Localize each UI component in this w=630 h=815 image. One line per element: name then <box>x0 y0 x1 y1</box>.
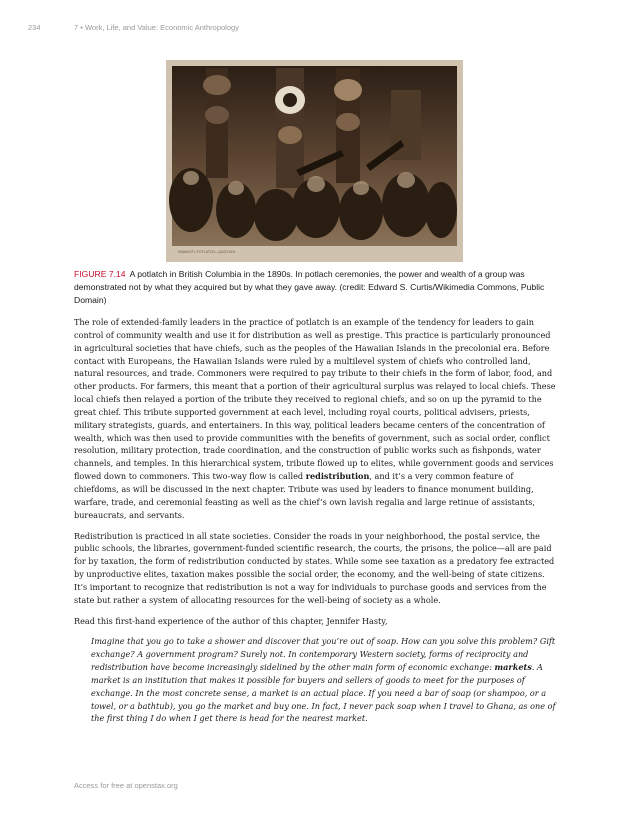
chapter-title: 7 • Work, Life, and Value: Economic Anthropology <box>74 23 239 32</box>
potlatch-photo <box>166 60 463 262</box>
block-quote-part1: Imagine that you go to take a shower and discover that you’re out of soap. How can you solve this problem? Gift exchange? A government program? Surely not. In contemporary Western society, forms of reciprocity and redistribution have become increasingly sidelined by the other main form of economic exchange: <box>91 636 556 673</box>
block-quote <box>91 635 560 725</box>
term-redistribution: redistribution <box>305 471 370 482</box>
term-markets: markets <box>494 662 532 673</box>
page-footer: Access for free at openstax.org <box>74 781 178 790</box>
paragraph-intro-quote: Read this first-hand experience of the author of this chapter, Jennifer Hasty, <box>74 615 388 626</box>
paragraph-chiefdom-part1: The role of extended-family leaders in the practice of potlatch is an example of the tendency for leaders to gain control of community wealth and use it for distribution as well as prestige. This practice is particularly pronounced in agricultural societies that have chiefs, such as the peoples of the Hawaiian Islands in the precolonial era. Before contact with Europeans, the Hawaiian Islands were ruled by a multilevel system of chiefs who controlled land, natural resources, and trade. Commoners were required to pay tribute to their chiefs in the form of labor, food, and other products. For farmers, this meant that a portion of their agricultural surplus was relayed to local chiefs. These local chiefs then relayed a portion of the tribute they received to regional chiefs, and so on up the pyramid to the great chief. This tribute supported government at each level, including royal courts, political advisers, priests, military strategists, guards, and entertainers. In this way, political leaders became centers of the concentration of wealth, which was then used to provide communities with the benefits of government, such as social order, conflict resolution, military protection, trade coordination, and the construction of public works such as fishponds, water channels, and temples. In this hierarchical system, tribute flowed up to elites, while government goods and services flowed down to commoners. This two-way flow is called <box>74 317 556 482</box>
figure-caption-text: A potlatch in British Columbia in the 1890s. In potlach ceremonies, the power and wealth of a group was demonstrated not by what they acquired but by what they gave away. (credit: Edward S. Curtis/Wikimedia Commons, Public Domain) <box>74 269 545 306</box>
figure-label: FIGURE 7.14 <box>74 269 126 279</box>
paragraph-state-redistribution: Redistribution is practiced in all state societies. Consider the roads in your neighborhood, the postal service, the public schools, the libraries, government-funded scientific research, the courts, the prisons, the police—all are paid for by taxation, the form of redistribution conducted by states. While some see taxation as a predatory fee extracted by unproductive elites, taxation makes possible the social order, the economy, and the well-being of state citizens. It’s important to recognize that redistribution is not a way for individuals to purchase goods and services from the state but rather a system of allocating resources for the well-being of society as a whole. <box>74 530 555 605</box>
main-text <box>74 316 560 733</box>
potlatch-photo-illustration <box>166 60 463 262</box>
figure-caption <box>74 268 559 308</box>
page-number: 234 <box>28 23 41 32</box>
paragraph-chiefdom-part2: , and it’s a very common feature of chiefdoms, as will be discussed in the next chapter. Tribute was used by leaders to finance monument building, warfare, trade, and ceremonial feasting as well as the chief’s own lavish regalia and large retinue of assistants, bureaucrats, and servants. <box>74 471 536 520</box>
photo-credit-text: KWAKIUTL POTLATCH—QÁGYUHL <box>178 250 236 254</box>
page-header <box>28 23 239 32</box>
block-quote-part2: . A market is an institution that makes it possible for buyers and sellers of goods to meet for the purposes of exchange. In the most concrete sense, a market is an actual place. If you need a bar of soap (or shampoo, or a towel, or a bathtub), you go the market and buy one. In fact, I never pack soap when I travel to Ghana, as one of the first thing I do when I get there is head for the nearest market. <box>91 662 556 724</box>
paragraph-chiefdom <box>74 316 560 522</box>
